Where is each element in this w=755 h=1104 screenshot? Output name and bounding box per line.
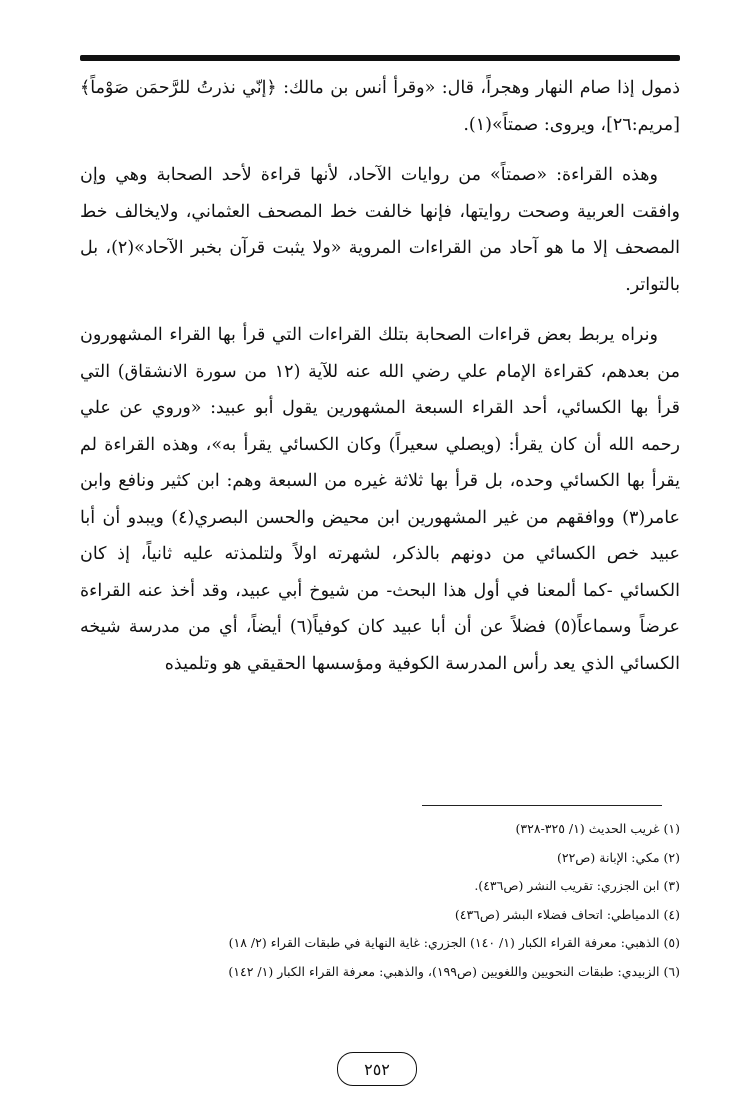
footnote-1: (١) غريب الحديث (١/ ٣٢٥-٣٢٨) (515, 821, 680, 836)
footnote-2: (٢) مكي: الإبانة (ص٢٢) (556, 849, 680, 865)
paragraph-1: ذمول إذا صام النهار وهجراً، قال: «وقرأ أنس بن مالك: ﴿إنّي نذرتُ للرَّحمَن صَوْماً﴾ [مريم:٢٦]، ويروى: صمتاً»(١). (80, 78, 680, 135)
footnotes (80, 815, 680, 986)
page-number: ٢٥٢ (337, 1052, 417, 1086)
footnote-6: (٦) الزبيدي: طبقات النحويين واللغويين (ص١٩٩)، والذهبي: معرفة القراء الكبار (١/ ١٤٢) (228, 963, 680, 979)
paragraph-2: وهذه القراءة: «صمتاً» من روايات الآحاد، لأنها قراءة لأحد الصحابة وهي وإن وافقت العربية وصحت روايتها، فإنها خالفت خط المصحف العثماني، ولايخالف خط المصحف إلا ما هو آحاد من القراءات المروية «ولا يثبت قرآن بخبر الآحاد»(٢)، بل بالتواتر. (80, 165, 680, 295)
top-rule (80, 55, 680, 61)
footnote-5: (٥) الذهبي: معرفة القراء الكبار (١/ ١٤٠) الجزري: غاية النهاية في طبقات القراء (٢/ ١٨) (228, 935, 680, 950)
paragraph-3: ونراه يربط بعض قراءات الصحابة بتلك القراءات التي قرأ بها القراء المشهورون من بعدهم، كقراءة الإمام علي رضي الله عنه للآية (١٢ من سورة الانشقاق) التي قرأ بها الكسائي، أحد القراء السبعة المشهورين يقول أبو عبيد: «وروي عن علي رحمه الله أن كان يقرأ: (ويصلي سعيراً) وكان الكسائي يقرأ به»، وهذه القراءة لم يقرأ بها الكسائي وحده، بل قرأ بها ثلاثة غيره من السبعة وهم: ابن كثير ونافع وابن عامر(٣) ووافقهم من غير المشهورين ابن محيض والحسن البصري(٤) ويبدو أن أبا عبيد خص الكسائي من دونهم بالذكر، لشهرته اولاً ولتلمذته عليه ثانياً، إذ كان الكسائي -كما ألمعنا في أول هذا البحث- من شيوخ أبي عبيد، وقد أخذ عنه القراءة عرضاً وسماعاً(٥) فضلاً عن أن أبا عبيد كان كوفياً(٦) أيضاً، أي من مدرسة شيخه الكسائي الذي يعد رأس المدرسة الكوفية ومؤسسها الحقيقي هو وتلميذه (80, 325, 680, 674)
footnote-rule (422, 805, 662, 806)
footnote-3: (٣) ابن الجزري: تقريب النشر (ص٤٣٦). (474, 878, 680, 893)
footnote-4: (٤) الدمياطي: اتحاف فضلاء البشر (ص٤٣٦) (454, 906, 680, 922)
body-text (80, 70, 680, 696)
